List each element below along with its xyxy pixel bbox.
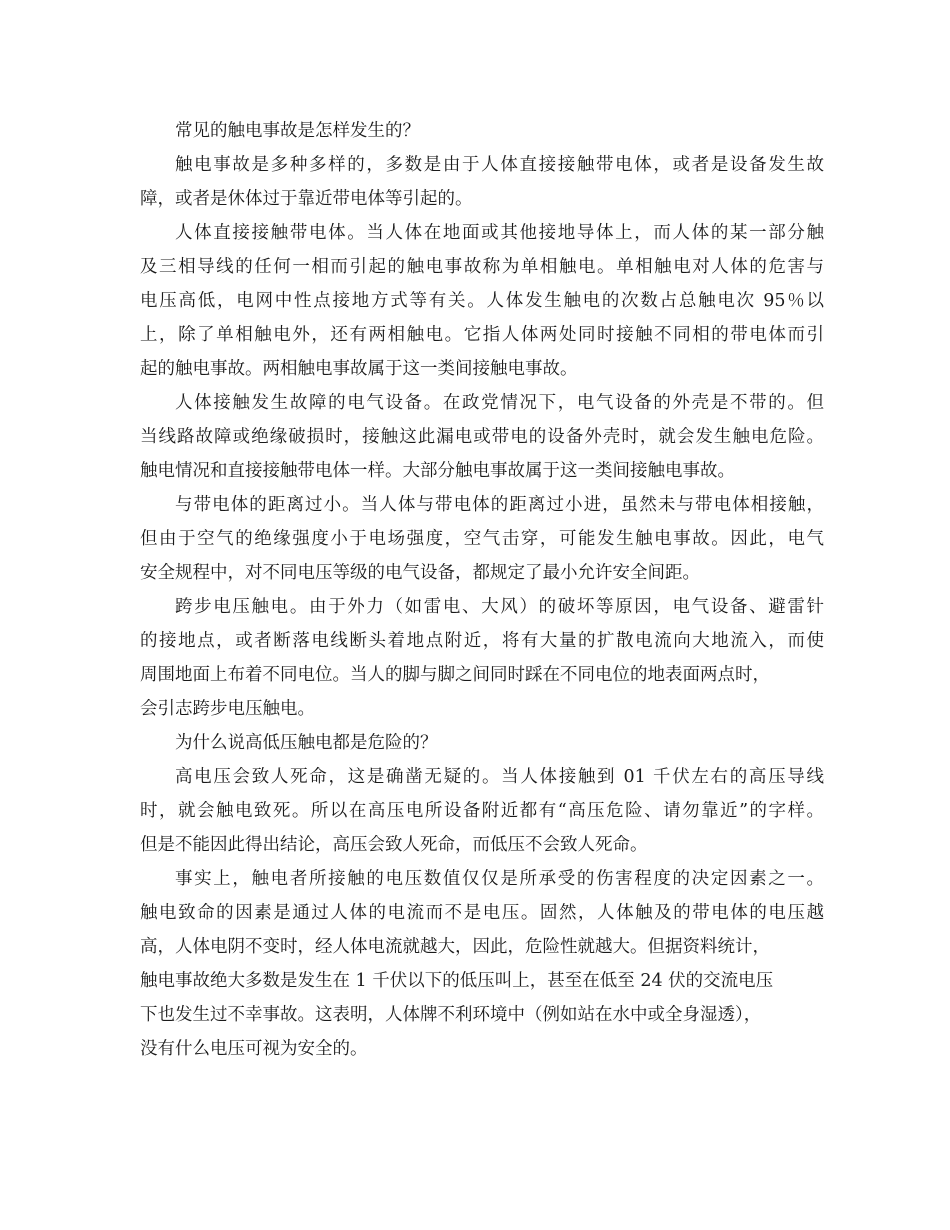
- paragraph-line: 周围地面上布着不同电位。当人的脚与脚之间同时踩在不同电位的地表面两点时，: [140, 665, 770, 685]
- document-body: [140, 114, 824, 1066]
- paragraph-line: 上，除了单相触电外，还有两相触电。它指人体两处同时接触不同相的带电体而引: [140, 325, 824, 345]
- paragraph-line: 触电致命的因素是通过人体的电流而不是电压。固然，人体触及的带电体的电压越: [140, 903, 824, 923]
- paragraph-line: 会引志跨步电压触电。: [140, 699, 315, 719]
- paragraph-line: 但由于空气的绝缘强度小于电场强度，空气击穿，可能发生触电事故。因此，电气: [140, 529, 824, 549]
- paragraph-line: 当线路故障或绝缘破损时，接触这此漏电或带电的设备外壳时，就会发生触电危险。: [140, 427, 824, 447]
- paragraph-line: 下也发生过不幸事故。这表明，人体牌不利环境中（例如站在水中或全身湿透），: [140, 1005, 762, 1025]
- paragraph-line: 触电事故是多种多样的，多数是由于人体直接接触带电体，或者是设备发生故: [175, 155, 824, 175]
- paragraph-line: 但是不能因此得出结论，高压会致人死命，而低压不会致人死命。: [140, 835, 648, 855]
- paragraph-line: 事实上，触电者所接触的电压数值仅仅是所承受的伤害程度的决定因素之一。: [175, 869, 824, 889]
- paragraph-line: 与带电体的距离过小。当人体与带电体的距离过小进，虽然未与带电体相接触，: [175, 495, 824, 515]
- paragraph-line: 跨步电压触电。由于外力（如雷电、大风）的破坏等原因，电气设备、避雷针: [175, 597, 824, 617]
- paragraph-line: 人体直接接触带电体。当人体在地面或其他接地导体上，而人体的某一部分触: [175, 223, 824, 243]
- paragraph-line: 起的触电事故。两相触电事故属于这一类间接触电事故。: [140, 359, 578, 379]
- paragraph-line: 触电情况和直接接触带电体一样。大部分触电事故属于这一类间接触电事故。: [140, 461, 735, 481]
- paragraph-line: 及三相导线的任何一相而引起的触电事故称为单相触电。单相触电对人体的危害与: [140, 257, 824, 277]
- paragraph-line: 人体接触发生故障的电气设备。在政党情况下，电气设备的外壳是不带的。但: [175, 393, 824, 413]
- paragraph-line: 安全规程中，对不同电压等级的电气设备，都规定了最小允许安全间距。: [140, 563, 700, 583]
- paragraph-line: 触电事故绝大多数是发生在 1 千伏以下的低压叫上，甚至在低至 24 伏的交流电压: [140, 971, 774, 991]
- paragraph-line: 的接地点，或者断落电线断头着地点附近，将有大量的扩散电流向大地流入，而使: [140, 631, 824, 651]
- paragraph-line: 时，就会触电致死。所以在高压电所设备附近都有“高压危险、请勿靠近”的字样。: [140, 801, 824, 821]
- paragraph-line: 没有什么电压可视为安全的。: [140, 1039, 368, 1059]
- paragraph-line: 高，人体电阴不变时，经人体电流就越大，因此，危险性就越大。但据资料统计，: [140, 937, 770, 957]
- paragraph-line: 电压高低，电网中性点接地方式等有关。人体发生触电的次数占总触电次 95％以: [140, 291, 824, 311]
- question-heading-2: 为什么说高低压触电都是危险的？: [175, 733, 438, 753]
- paragraph-line: 障，或者是休体过于靠近带电体等引起的。: [140, 189, 473, 209]
- paragraph-line: 高电压会致人死命，这是确凿无疑的。当人体接触到 01 千伏左右的高压导线: [175, 767, 824, 787]
- question-heading-1: 常见的触电事故是怎样发生的？: [175, 121, 420, 141]
